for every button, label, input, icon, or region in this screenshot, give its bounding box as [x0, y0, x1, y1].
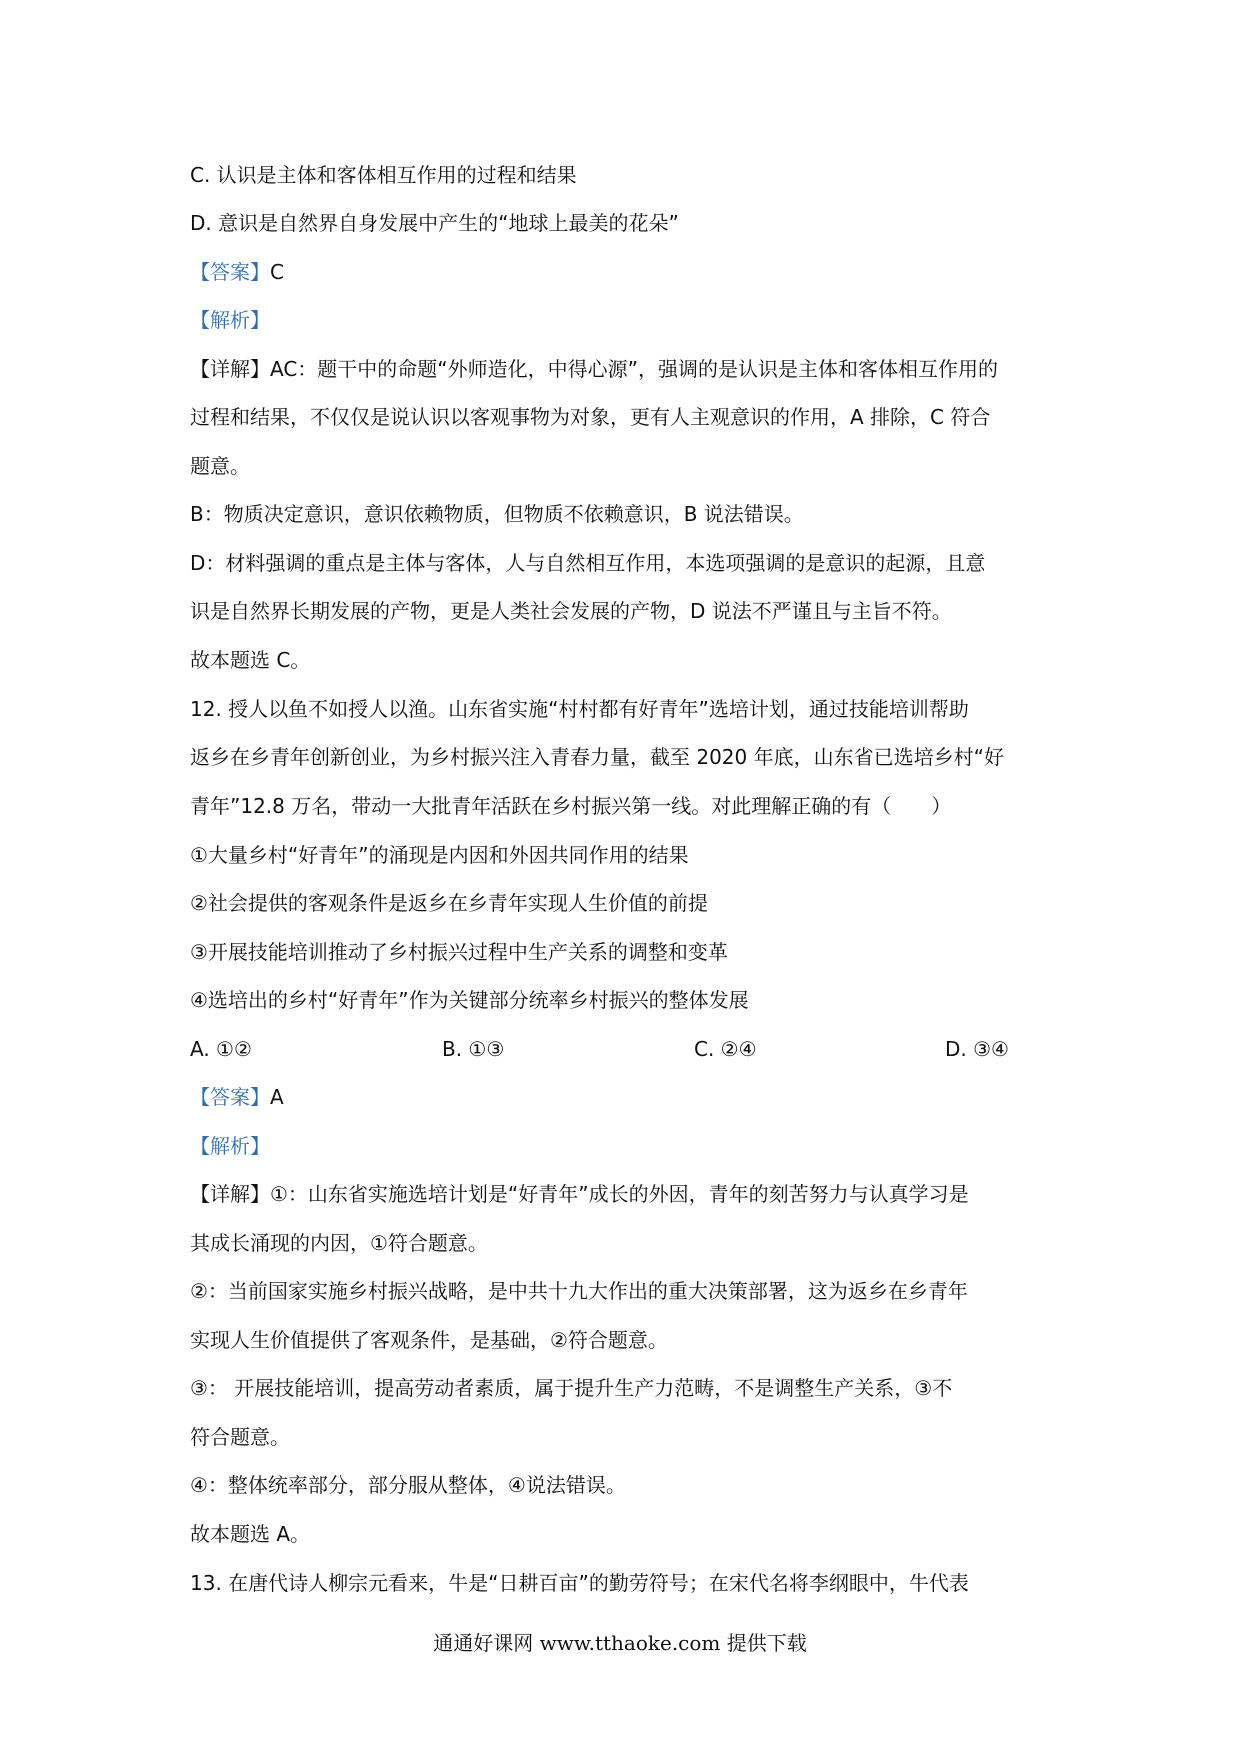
answer-row	[190, 1082, 284, 1112]
detail-line: ④：整体统率部分，部分服从整体，④说法错误。	[190, 1473, 626, 1497]
detail-line: D：材料强调的重点是主体与客体，人与自然相互作用，本选项强调的是意识的起源，且意	[190, 551, 986, 575]
statement-1: ①大量乡村“好青年”的涌现是内因和外因共同作用的结果	[190, 843, 689, 867]
option-d: D. 意识是自然界自身发展中产生的“地球上最美的花朵”	[190, 211, 679, 235]
question-stem: 返乡在乡青年创新创业，为乡村振兴注入青春力量，截至 2020 年底，山东省已选培乡村“好	[190, 745, 1004, 769]
page-footer: 通通好课网 www.tthaoke.com 提供下载	[433, 1631, 807, 1655]
analysis-label	[190, 1131, 270, 1161]
question-stem: 13. 在唐代诗人柳宗元看来，牛是“日耕百亩”的勤劳符号；在宋代名将李纲眼中，牛代表	[190, 1571, 969, 1595]
detail-line	[190, 354, 998, 384]
question-stem: 12. 授人以鱼不如授人以渔。山东省实施“村村都有好青年”选培计划，通过技能培训帮助	[190, 697, 969, 721]
detail-line: 题意。	[190, 454, 250, 478]
analysis-label-text: 【解析】	[190, 308, 270, 332]
option-c: C. 认识是主体和客体相互作用的过程和结果	[190, 163, 577, 187]
choice-c: C. ②④	[694, 1037, 757, 1061]
detail-line: B：物质决定意识，意识依赖物质，但物质不依赖意识，B 说法错误。	[190, 502, 804, 526]
detail-line: 符合题意。	[190, 1425, 290, 1449]
answer-value: A	[270, 1085, 284, 1109]
statement-4: ④选培出的乡村“好青年”作为关键部分统率乡村振兴的整体发展	[190, 988, 749, 1012]
detail-label: 【详解】	[190, 1182, 270, 1206]
conclusion-line: 故本题选 A。	[190, 1522, 311, 1546]
choice-a: A. ①②	[190, 1037, 252, 1061]
detail-line: ③： 开展技能培训，提高劳动者素质，属于提升生产力范畴，不是调整生产关系，③不	[190, 1376, 953, 1400]
answer-label: 【答案】	[190, 1085, 270, 1109]
detail-line: 识是自然界长期发展的产物，更是人类社会发展的产物，D 说法不严谨且与主旨不符。	[190, 599, 952, 623]
detail-line: 其成长涌现的内因，①符合题意。	[190, 1231, 488, 1255]
analysis-label-text: 【解析】	[190, 1134, 270, 1158]
answer-row	[190, 257, 284, 287]
detail-line: ②：当前国家实施乡村振兴战略，是中共十九大作出的重大决策部署，这为返乡在乡青年	[190, 1279, 968, 1303]
choice-d: D. ③④	[945, 1037, 1009, 1061]
detail-text: ①：山东省实施选培计划是“好青年”成长的外因，青年的刻苦努力与认真学习是	[270, 1182, 969, 1206]
answer-value: C	[270, 260, 284, 284]
question-stem: 青年”12.8 万名，带动一大批青年活跃在乡村振兴第一线。对此理解正确的有（ ）	[190, 794, 952, 818]
detail-line	[190, 1179, 969, 1209]
conclusion-line: 故本题选 C。	[190, 648, 311, 672]
detail-line: 过程和结果，不仅仅是说认识以客观事物为对象，更有人主观意识的作用，A 排除，C 符合	[190, 405, 991, 429]
statement-3: ③开展技能培训推动了乡村振兴过程中生产关系的调整和变革	[190, 940, 728, 964]
detail-line: 实现人生价值提供了客观条件，是基础，②符合题意。	[190, 1328, 668, 1352]
answer-label: 【答案】	[190, 260, 270, 284]
analysis-label	[190, 305, 270, 335]
statement-2: ②社会提供的客观条件是返乡在乡青年实现人生价值的前提	[190, 891, 708, 915]
detail-text: AC：题干中的命题“外师造化，中得心源”，强调的是认识是主体和客体相互作用的	[270, 357, 999, 381]
detail-label: 【详解】	[190, 357, 270, 381]
choice-b: B. ①③	[442, 1037, 505, 1061]
